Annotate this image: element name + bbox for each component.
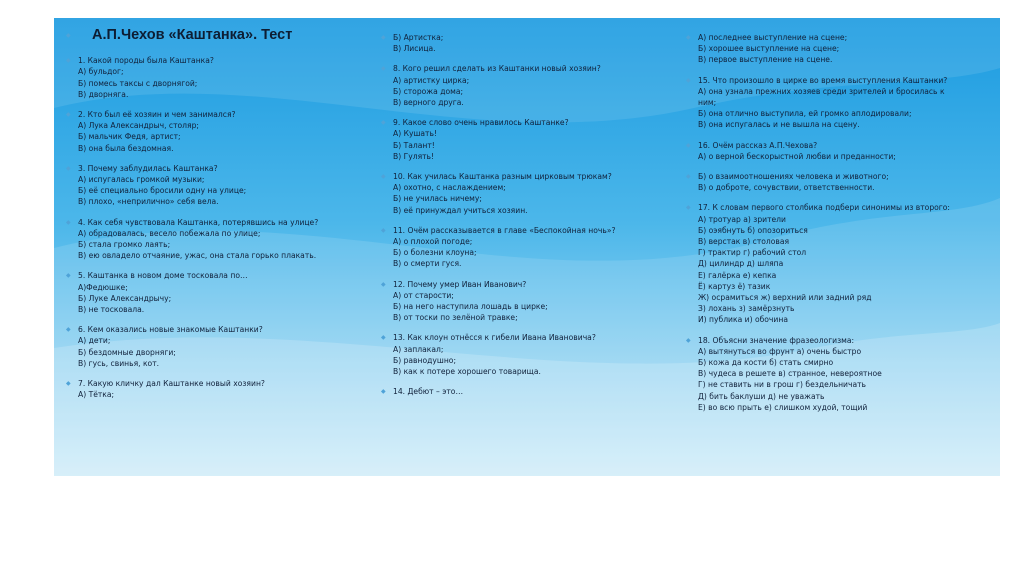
question-block <box>686 32 986 66</box>
bullet-icon: ◆ <box>66 111 71 119</box>
question-block <box>686 335 986 413</box>
bullet-icon: ◆ <box>66 164 71 172</box>
answer-line: З) лохань з) замёрзнуть <box>698 304 795 314</box>
bullet-icon: ◆ <box>381 119 386 127</box>
answer-line: А)Федюшке; <box>78 282 128 292</box>
bullet-icon: ◆ <box>686 141 691 149</box>
answer-line: Б) мальчик Федя, артист; <box>78 132 181 142</box>
question-line: Б) о взаимоотношениях человека и животного; <box>698 172 889 182</box>
answer-line: И) публика и) обочина <box>698 315 788 325</box>
question-line: 13. Как клоун отнёсся к гибели Ивана Ивановича? <box>393 333 596 343</box>
answer-line: Б) она отлично выступила, ей громко аплодировали; <box>698 109 912 119</box>
question-block <box>66 378 356 400</box>
bullet-icon: ◆ <box>381 280 386 288</box>
answer-line: Б) оэябнуть б) опозориться <box>698 225 808 235</box>
answer-line: В) верстак в) столовая <box>698 237 790 247</box>
answer-line: В) гусь, свинья, кот. <box>78 358 160 368</box>
question-block <box>66 163 356 208</box>
bullet-icon: ◆ <box>381 173 386 181</box>
answer-line: Б) Луке Александрычу; <box>78 293 172 303</box>
answer-line: В) о доброте, сочувствии, ответственности. <box>698 183 875 193</box>
question-line: 16. Очём рассказ А.П.Чехова? <box>698 140 818 150</box>
bullet-icon: ◆ <box>381 388 386 396</box>
bullet-icon: ◆ <box>686 173 691 181</box>
answer-line: Д) цилиндр д) шляпа <box>698 259 784 269</box>
question-block <box>686 202 986 325</box>
answer-line: Д) бить баклуши д) не уважать <box>698 391 825 401</box>
answer-line: А) Кушать! <box>393 129 438 139</box>
question-block <box>381 32 651 54</box>
answer-line: В) верного друга. <box>393 98 464 108</box>
question-block <box>381 225 651 270</box>
bullet-icon: ◆ <box>66 272 71 280</box>
question-block <box>381 332 651 377</box>
question-line: 7. Какую кличку дал Каштанке новый хозяин? <box>78 379 265 389</box>
bullet-icon: ◆ <box>381 65 386 73</box>
answer-line: А) испугалась громкой музыки; <box>78 175 205 185</box>
question-line: 5. Каштанка в новом доме тосковала по… <box>78 271 248 281</box>
column-2 <box>381 32 651 406</box>
question-block <box>66 270 356 315</box>
bullet-icon: ◆ <box>66 326 71 334</box>
answer-line: В) от тоски по зелёной травке; <box>393 313 518 323</box>
question-line: 17. К словам первого столбика подбери синонимы из второго: <box>698 203 950 213</box>
answer-line: А) дети; <box>78 336 111 346</box>
question-block <box>381 279 651 324</box>
question-block <box>381 63 651 108</box>
answer-line: В) о смерти гуся. <box>393 259 462 269</box>
answer-line: Е) во всю прыть е) слишком худой, тощий <box>698 402 868 412</box>
answer-line: А) о верной бескорыстной любви и преданности; <box>698 151 896 161</box>
answer-line: Б) кожа да кости б) стать смирно <box>698 358 834 368</box>
answer-line: А) о плохой погоде; <box>393 237 473 247</box>
answer-line: А) артистку цирка; <box>393 75 470 85</box>
question-line: 18. Объясни значение фразеологизма: <box>698 335 855 345</box>
question-line: 2. Кто был её хозяин и чем занимался? <box>78 110 236 120</box>
answer-line: А) она узнала прежних хозяев среди зрителей и бросилась к ним; <box>698 86 945 108</box>
answer-line: В) как к потере хорошего товарища. <box>393 367 541 377</box>
answer-line: В) Лисица. <box>393 44 436 54</box>
bullet-icon: ◆ <box>686 204 691 212</box>
answer-line: Б) бездомные дворняги; <box>78 347 176 357</box>
bullet-icon: ◆ <box>686 34 691 41</box>
answer-line: Г) не ставить ни в грош г) бездельничать <box>698 380 867 390</box>
bullet-icon: ◆ <box>66 380 71 388</box>
answer-line: В) Гулять! <box>393 151 435 161</box>
question-block <box>66 55 356 100</box>
question-block <box>381 171 651 216</box>
bullet-icon: ◆ <box>66 57 71 65</box>
bullet-icon: ◆ <box>381 226 386 234</box>
question-block <box>686 75 986 131</box>
question-block <box>381 386 651 397</box>
answer-line: А) от старости; <box>393 290 454 300</box>
question-line: 9. Какое слово очень нравилось Каштанке? <box>393 118 569 128</box>
column-3 <box>686 32 986 422</box>
answer-line: В) чудеса в решете в) странное, невероятное <box>698 369 882 379</box>
answer-line: А) Тётка; <box>78 390 115 400</box>
answer-line: В) плохо, «неприлично» себя вела. <box>78 197 219 207</box>
bullet-icon: ◆ <box>66 218 71 226</box>
question-line: Б) Артистка; <box>393 33 444 42</box>
answer-line: А) обрадовалась, весело побежала по улице; <box>78 228 261 238</box>
answer-line: В) она испугалась и не вышла на сцену. <box>698 120 860 130</box>
answer-line: А) бульдог; <box>78 67 124 77</box>
answer-line: А) заплакал; <box>393 344 444 354</box>
answer-line: Б) Талант! <box>393 140 435 150</box>
answer-line: Ё) картуз ё) тазик <box>698 281 771 291</box>
question-block <box>66 217 356 262</box>
question-line: 10. Как училась Каштанка разным цирковым трюкам? <box>393 172 612 182</box>
answer-line: Е) галёрка е) кепка <box>698 270 777 280</box>
answer-line: В) ею овладело отчаяние, ужас, она стала горько плакать. <box>78 251 317 261</box>
question-block <box>686 140 986 162</box>
question-line: 4. Как себя чувствовала Каштанка, потерявшись на улице? <box>78 217 319 227</box>
bullet-icon: ◆ <box>686 76 691 84</box>
question-line: 6. Кем оказались новые знакомые Каштанки? <box>78 325 263 335</box>
question-line: 1. Какой породы была Каштанка? <box>78 56 214 66</box>
answer-line: Б) не училась ничему; <box>393 194 482 204</box>
answer-line: Б) хорошее выступление на сцене; <box>698 44 840 54</box>
question-block <box>686 171 986 193</box>
answer-line: Б) стала громко лаять; <box>78 240 171 250</box>
question-block <box>381 117 651 162</box>
answer-line: Б) на него наступила лошадь в цирке; <box>393 302 548 312</box>
answer-line: В) первое выступление на сцене. <box>698 55 833 65</box>
column-1 <box>66 27 356 409</box>
answer-line: Г) трактир г) рабочий стол <box>698 248 807 258</box>
question-line: 15. Что произошло в цирке во время выступления Каштанки? <box>698 75 948 85</box>
question-line: 14. Дебют – это… <box>393 387 464 397</box>
answer-line: Б) помесь таксы с дворнягой; <box>78 78 198 88</box>
bullet-icon: ◆ <box>381 34 386 41</box>
answer-line: Б) равнодушно; <box>393 355 457 365</box>
bullet-icon: ◆ <box>686 336 691 344</box>
answer-line: А) тротуар а) зрители <box>698 214 786 224</box>
answer-line: В) дворняга. <box>78 89 129 99</box>
slide <box>54 18 1000 476</box>
answer-line: Б) сторожа дома; <box>393 86 464 96</box>
question-block <box>66 109 356 154</box>
question-line: 12. Почему умер Иван Иванович? <box>393 279 527 289</box>
question-block <box>66 324 356 369</box>
question-line: 8. Кого решил сделать из Каштанки новый хозяин? <box>393 64 601 74</box>
answer-line: В) её принуждал учиться хозяин. <box>393 205 528 215</box>
bullet-icon: ◆ <box>66 32 71 39</box>
question-line: А) последнее выступление на сцене; <box>698 33 848 42</box>
answer-line: В) не тосковала. <box>78 305 145 315</box>
answer-line: Б) её специально бросили одну на улице; <box>78 186 247 196</box>
bullet-icon: ◆ <box>381 334 386 342</box>
answer-line: А) охотно, с наслаждением; <box>393 183 506 193</box>
answer-line: А) Лука Александрыч, столяр; <box>78 121 199 131</box>
title-row <box>66 27 356 43</box>
question-line: 3. Почему заблудилась Каштанка? <box>78 163 218 173</box>
question-line: 11. Очём рассказывается в главе «Беспокойная ночь»? <box>393 225 616 235</box>
answer-line: В) она была бездомная. <box>78 143 174 153</box>
answer-line: А) вытянуться во фрунт а) очень быстро <box>698 346 862 356</box>
slide-title: А.П.Чехов «Каштанка». Тест <box>92 27 293 43</box>
answer-line: Ж) осрамиться ж) верхний или задний ряд <box>698 293 872 303</box>
answer-line: Б) о болезни клоуна; <box>393 248 477 258</box>
